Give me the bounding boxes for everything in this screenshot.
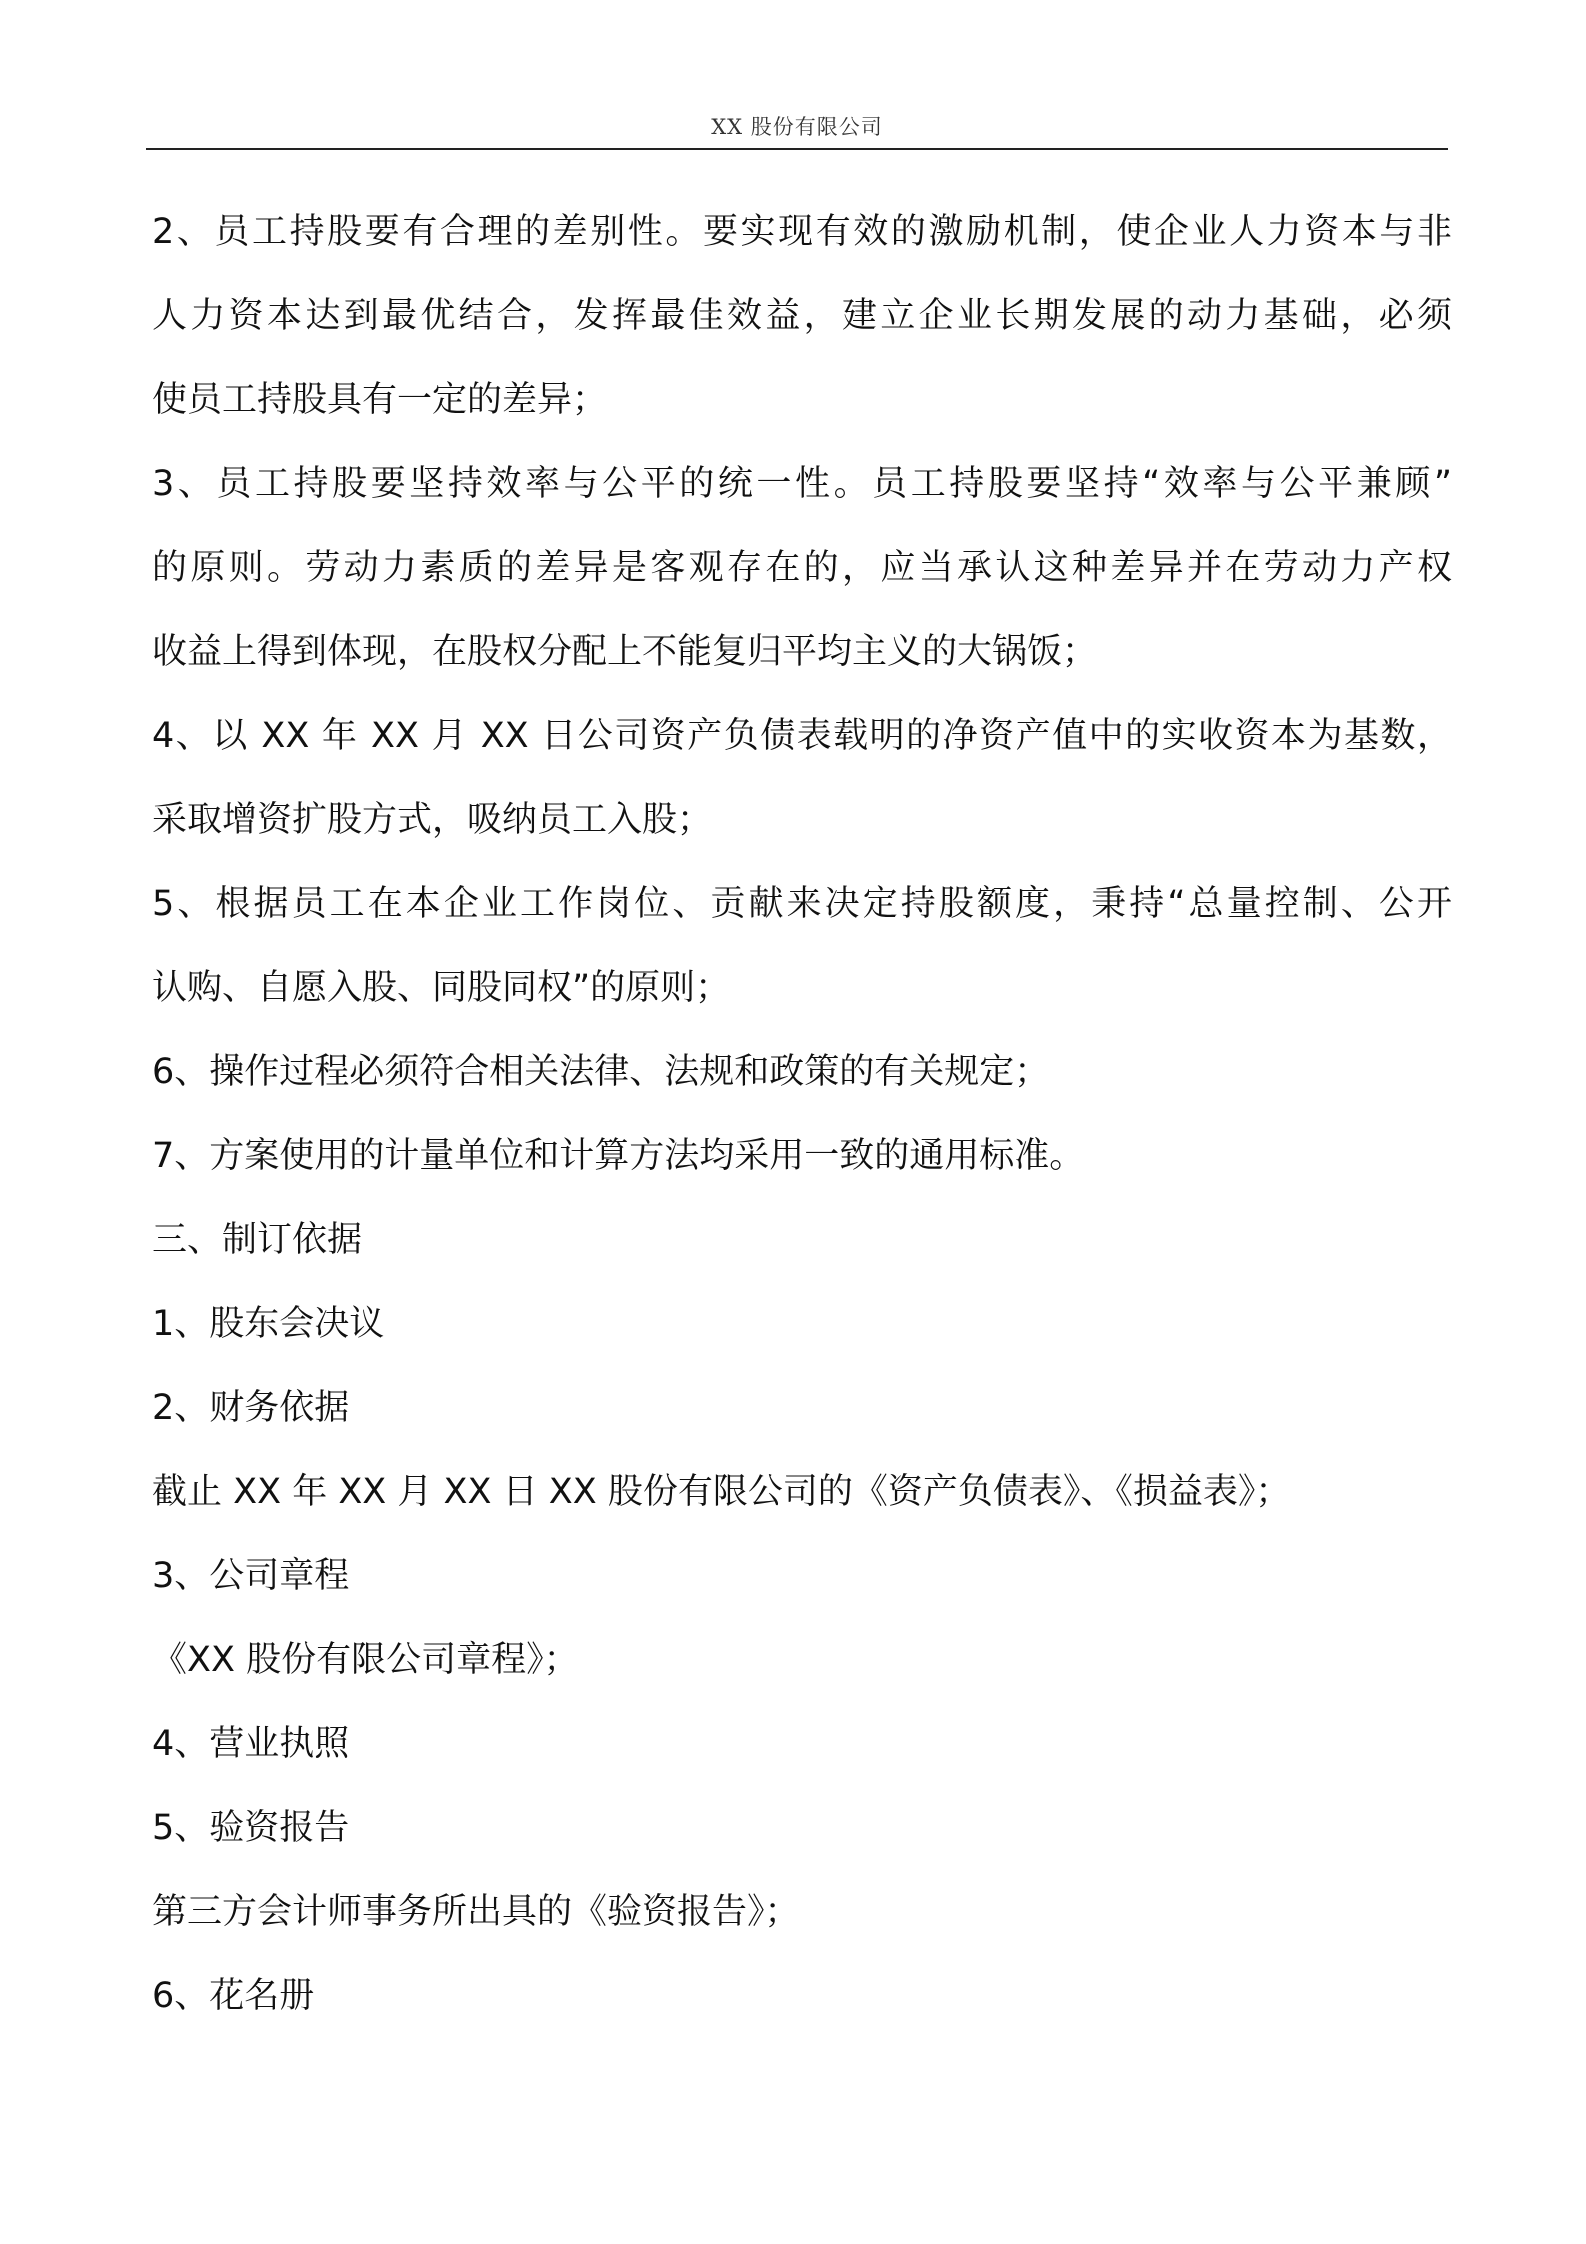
paragraph-line: 6、操作过程必须符合相关法律、法规和政策的有关规定；	[152, 1052, 1050, 1092]
paragraph-line: 截止 XX 年 XX 月 XX 日 XX 股份有限公司的《资产负债表》、《损益表》；	[152, 1472, 1291, 1512]
list-item: 6、花名册	[152, 1976, 315, 2016]
list-item: 1、股东会决议	[152, 1304, 385, 1344]
list-item: 3、公司章程	[152, 1556, 350, 1596]
paragraph-line: 5、根据员工在本企业工作岗位、贡献来决定持股额度，秉持“总量控制、公开	[152, 884, 1452, 924]
header-company-name: XX 股份有限公司	[711, 115, 883, 139]
list-item: 2、财务依据	[152, 1388, 350, 1428]
section-heading: 三、制订依据	[152, 1220, 363, 1260]
paragraph-line: 使员工持股具有一定的差异；	[152, 380, 608, 420]
paragraph-line: 4、以 XX 年 XX 月 XX 日公司资产负债表载明的净资产值中的实收资本为基数，	[152, 716, 1452, 756]
document-body	[152, 190, 1452, 2038]
list-item: 4、营业执照	[152, 1724, 350, 1764]
paragraph-line: 《XX 股份有限公司章程》；	[152, 1640, 579, 1680]
paragraph-line: 7、方案使用的计量单位和计算方法均采用一致的通用标准。	[152, 1136, 1085, 1176]
paragraph-line: 采取增资扩股方式，吸纳员工入股；	[152, 800, 713, 840]
paragraph-line: 认购、自愿入股、同股同权”的原则；	[152, 968, 731, 1008]
paragraph-line: 2、员工持股要有合理的差别性。要实现有效的激励机制，使企业人力资本与非	[152, 212, 1452, 252]
page-header	[146, 112, 1448, 150]
paragraph-line: 3、员工持股要坚持效率与公平的统一性。员工持股要坚持“效率与公平兼顾”	[152, 464, 1452, 504]
list-item: 5、验资报告	[152, 1808, 350, 1848]
paragraph-line: 收益上得到体现，在股权分配上不能复归平均主义的大锅饭；	[152, 632, 1098, 672]
paragraph-line: 人力资本达到最优结合，发挥最佳效益，建立企业长期发展的动力基础，必须	[152, 296, 1452, 336]
paragraph-line: 第三方会计师事务所出具的《验资报告》；	[152, 1892, 800, 1932]
paragraph-line: 的原则。劳动力素质的差异是客观存在的，应当承认这种差异并在劳动力产权	[152, 548, 1452, 588]
